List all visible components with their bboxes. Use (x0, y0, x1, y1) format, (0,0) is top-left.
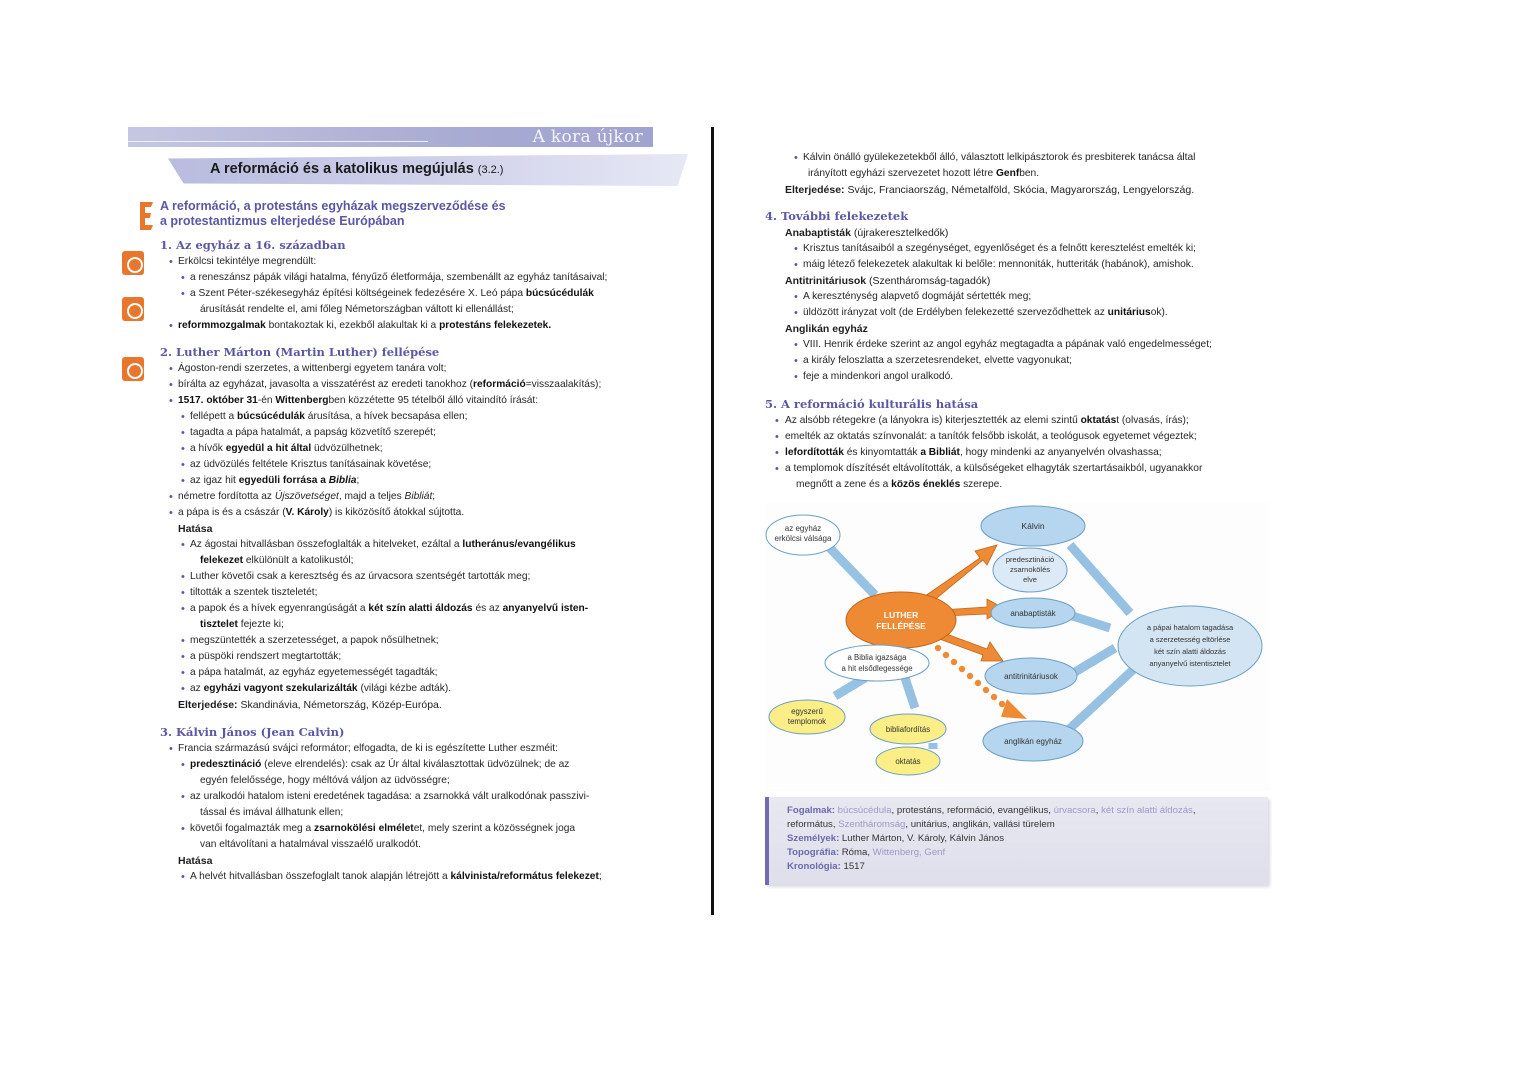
bullet-line: • az egyházi vagyont szekularizálták (világi kézbe adták). (160, 681, 670, 697)
node-predest-label: elve (1023, 575, 1037, 584)
bullet-line: • a templomok díszítését eltávolították, a külsőségeket elhagyták szertartásaikból, ugyanakkor (765, 461, 1285, 477)
section-heading: 2. Luther Márton (Martin Luther) fellépése (160, 345, 440, 359)
continued-line: árusítását rendelte el, ami főleg Németországban váltott ki ellenállást; (200, 304, 514, 315)
glossary-persons: Személyek: Luther Márton, V. Károly, Kálvin János (787, 833, 1005, 844)
arrow-biblia-templom (835, 678, 865, 696)
bullet-line: • tagadta a pápa hatalmát, a papság közvetítő szerepét; (160, 425, 670, 441)
continued-line: irányított egyházi szervezetet hozott létre Genfben. (808, 168, 1040, 179)
bullet-line: • Krisztus tanításaiból a szegénységet, egyenlőséget és a felnőtt keresztelést emelték ki; (765, 241, 1285, 257)
spread-line: Elterjedése: Svájc, Franciaország, Németalföld, Skócia, Magyarország, Lengyelország. (785, 184, 1195, 196)
bullet-line: • tiltották a szentek tiszteletét; (160, 585, 670, 601)
section-2 (160, 345, 670, 713)
bullet-line: • bírálta az egyházat, javasolta a visszatérést az eredeti tanokhoz (reformáció=visszaalakítás); (160, 377, 670, 393)
section-heading: 4. További felekezetek (765, 209, 909, 223)
node-oktatas-label: oktatás (895, 757, 921, 766)
section-heading: 1. Az egyház a 16. században (160, 238, 346, 252)
audio-icon[interactable] (122, 357, 144, 381)
page-divider (711, 127, 714, 915)
bullet-line: • emelték az oktatás színvonalát: a tanítók felsőbb iskolát, a teológusok egyetemet végeztek; (765, 429, 1285, 445)
audio-icon[interactable] (122, 297, 144, 321)
node-biblia (825, 645, 929, 681)
subheading: Hatása (178, 523, 213, 535)
lesson-e-icon (138, 201, 154, 231)
subheading: Anabaptisták (újrakeresztelkedők) (785, 227, 949, 239)
bullet-line: • lefordították és kinyomtatták a Bibliát, hogy mindenki az anyanyelvén olvashassa; (765, 445, 1285, 461)
lesson-heading-line: a protestantizmus elterjedése Európában (160, 214, 405, 228)
bullet-line: • megszüntették a szerzetességet, a papok nősülhetnek; (160, 633, 670, 649)
node-anabapt-label: anabaptisták (1010, 609, 1056, 618)
node-biblia-label: a hit elsődlegessége (841, 664, 913, 673)
bullet-line: • a hívők egyedül a hit által üdvözülhetnek; (160, 441, 670, 457)
lesson-heading-line: A reformáció, a protestáns egyházak megszerveződése és (160, 199, 506, 213)
bullet-line: • VIII. Henrik érdeke szerint az angol egyház megtagadta a pápának való engedelmességet; (765, 337, 1285, 353)
node-result-label: két szín alatti áldozás (1154, 647, 1226, 656)
bullet-line: • a pápa hatalmát, az egyház egyetemességét tagadták; (160, 665, 670, 681)
chapter-code: (3.2.) (477, 164, 504, 176)
bullet-line: • predesztináció (eleve elrendelés): csak az Úr által kiválasztottak üdvözülnek; de az (160, 757, 670, 773)
bullet-line: • 1517. október 31-én Wittenbergben közzétette 95 tételből álló vitaindító írását: (160, 393, 670, 409)
node-predest-label: zsarnokölés (1009, 565, 1051, 574)
node-luther (846, 592, 956, 648)
bullet-line: • az igaz hit egyedüli forrása a Biblia; (160, 473, 670, 489)
subheading: Hatása (178, 855, 213, 867)
node-crisis-label: erkölcsi válsága (774, 534, 832, 543)
audio-icon[interactable] (122, 251, 144, 275)
banner-line (128, 141, 428, 142)
node-luther-label: FELLÉPÉSE (876, 621, 926, 631)
arrow-crisis-luther (825, 543, 875, 595)
chapter-title (210, 161, 503, 177)
bullet-line: • Francia származású svájci reformátor; elfogadta, de ki is egészítette Luther eszméit: (160, 741, 670, 757)
bullet-line: • követői fogalmazták meg a zsarnokölési elméletet, mely szerint a közösségnek joga (160, 821, 670, 837)
bullet-line: • Az ágostai hitvallásban összefoglalták a hitelveket, ezáltal a lutheránus/evangélikus (160, 537, 670, 553)
bullet-line: • reformmozgalmak bontakoztak ki, ezekből alakultak ki a protestáns felekezetek. (160, 318, 670, 334)
bullet-line: • A helvét hitvallásban összefoglalt tanok alapján létrejött a kálvinista/református felekezet; (160, 869, 670, 885)
continued-line: van eltávolítani a hatalmával visszaélő uralkodót. (200, 839, 421, 850)
bullet-line: • Erkölcsi tekintélye megrendült: (160, 254, 670, 270)
glossary-box (765, 797, 1268, 885)
arrow-antitrin-result (1070, 648, 1115, 675)
node-biblia-label: a Biblia igazsága (847, 653, 907, 662)
right-page (765, 127, 1290, 897)
bullet-line: • az uralkodói hatalom isteni eredetének tagadása: a zsarnokká vált uralkodónak passzivi- (160, 789, 670, 805)
node-result-label: anyanyelvű istentisztelet (1149, 659, 1231, 668)
spread-line: Elterjedése: Skandinávia, Németország, Közép-Európa. (178, 699, 442, 711)
lesson-heading (160, 199, 600, 229)
node-result (1118, 606, 1262, 686)
banner-bar (128, 127, 653, 147)
section-5 (765, 397, 1285, 493)
bullet-line: • Kálvin önálló gyülekezetekből álló, választott lelkipásztorok és presbiterek tanácsa által (765, 150, 1285, 166)
bullet-line: • Ágoston-rendi szerzetes, a wittenbergi egyetem tanára volt; (160, 361, 670, 377)
left-page (128, 127, 693, 887)
section-4 (765, 209, 1285, 385)
continued-line: egyén felelőssége, hogy méltóvá váljon az üdvösségre; (200, 775, 450, 786)
node-antitrin-label: antitrinitáriusok (1004, 672, 1058, 681)
glossary-concepts: Fogalmak: búcsúcédula, protestáns, reformáció, evangélikus, úrvacsora, két szín alatti áldozás, (787, 805, 1196, 816)
bullet-line: • a reneszánsz pápák világi hatalma, fényűző életformája, szembenállt az egyház tanításaival; (160, 270, 670, 286)
section-heading: 5. A reformáció kulturális hatása (765, 397, 979, 411)
glossary-topography: Topográfia: Róma, Wittenberg, Genf (787, 847, 946, 858)
bullet-line: • A kereszténység alapvető dogmáját sértették meg; (765, 289, 1285, 305)
kalvin-continued (765, 150, 1285, 198)
chapter-title-text: A reformáció és a katolikus megújulás (210, 161, 474, 177)
bullet-line: • Luther követői csak a keresztség és az úrvacsora szentségét tartották meg; (160, 569, 670, 585)
bullet-line: • fellépett a búcsúcédulák árusítása, a hívek becsapása ellen; (160, 409, 670, 425)
node-kalvin-label: Kálvin (1021, 521, 1045, 531)
bullet-line: • máig létező felekezetek alakultak ki belőle: mennoniták, hutteriták (habánok), amishok. (765, 257, 1285, 273)
banner-title: A kora újkor (532, 127, 643, 147)
node-forditas-label: bibliafordítás (885, 725, 931, 734)
bullet-line: • a király feloszlatta a szerzetesrendeket, elvette vagyonukat; (765, 353, 1285, 369)
bullet-line: • az üdvözülés feltétele Krisztus tanításainak követése; (160, 457, 670, 473)
concept-diagram (765, 503, 1270, 791)
section-3 (160, 725, 670, 885)
node-luther-label: LUTHER (883, 610, 919, 620)
node-anglikan-label: anglikán egyház (1004, 737, 1062, 746)
bullet-line: • feje a mindenkori angol uralkodó. (765, 369, 1285, 385)
glossary-concepts-cont: református, Szentháromság, unitárius, anglikán, vallási türelem (787, 819, 1055, 830)
node-templom-label: templomok (787, 717, 827, 726)
arrow-biblia-forditas (905, 678, 915, 708)
node-crisis-label: az egyház (784, 524, 822, 533)
continued-line: felekezet elkülönült a katolikustól; (200, 555, 354, 566)
continued-line: megnőtt a zene és a közös éneklés szerepe. (796, 479, 1003, 490)
bullet-line: • németre fordította az Újszövetséget, majd a teljes Bibliát; (160, 489, 670, 505)
bullet-line: • Az alsóbb rétegekre (a lányokra is) kiterjesztették az elemi szintű oktatást (olvasás, írás); (765, 413, 1285, 429)
bullet-line: • a Szent Péter-székesegyház építési költségeinek fedezésére X. Leó pápa búcsúcédulák (160, 286, 670, 302)
glossary-chronology: Kronológia: 1517 (787, 861, 865, 872)
node-templom-label: egyszerű (791, 707, 823, 716)
bullet-line: • a pápa is és a császár (V. Károly) is kiközösítő átokkal sújtotta. (160, 505, 670, 521)
continued-line: tisztelet fejezte ki; (200, 619, 284, 630)
node-result-label: a szerzetesség eltörlése (1149, 635, 1231, 644)
bullet-line: • üldözött irányzat volt (de Erdélyben felekezetté szerveződhettek az unitáriusok). (765, 305, 1285, 321)
arrow-kalvin-result (1070, 545, 1130, 613)
bullet-line: • a papok és a hívek egyenrangúságát a két szín alatti áldozás és az anyanyelvű isten- (160, 601, 670, 617)
diagram-svg (765, 503, 1270, 791)
section-heading: 3. Kálvin János (Jean Calvin) (160, 725, 345, 739)
node-predest-label: predesztináció (1005, 555, 1055, 564)
bullet-line: • a püspöki rendszert megtartották; (160, 649, 670, 665)
node-result-label: a pápai hatalom tagadása (1146, 623, 1234, 632)
continued-line: tással és imával állhatunk ellen; (200, 807, 344, 818)
section-1 (160, 238, 670, 334)
subheading: Antitrinitáriusok (Szentháromság-tagadók) (785, 275, 991, 287)
subheading: Anglikán egyház (785, 323, 868, 335)
